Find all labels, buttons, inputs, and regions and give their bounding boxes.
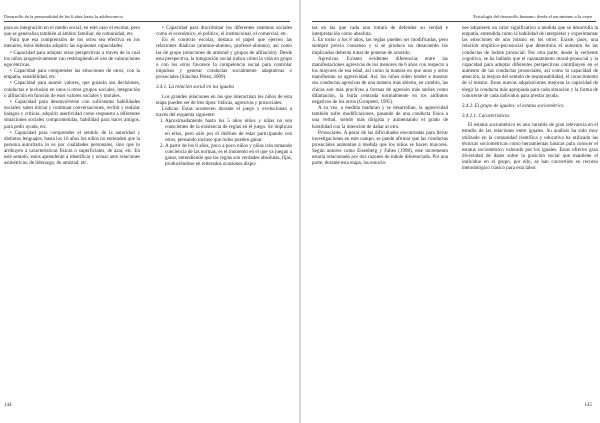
left-running-header: Desarrollo de la personalidad de los 6 años hasta la adolescencia [4,14,123,19]
paragraph: Prosociales. A pesar de las dificultades encontradas para llevar investigaciones en este campo, se puede afirmar que las conductas prosociales aumentan a medida que los niños se hacen mayores. Según autores como Eisenberg y Fabes (1998), este incremento estaría relacionado por dos razones de índole diferenciada. Por una parte, durante esta etapa, las emocio- [312,129,448,167]
paragraph: Lúdicas. Estas acontecen durante el juego y evolucionan a través del esquema siguiente: [156,105,292,119]
paragraph: • Capacidad para discriminar los diferentes sistemas sociales como el económico, el político, el institucional, el comercial, etc. [156,25,292,38]
paragraph: • Capacidad para comprender el sentido de la autoridad y distintos lenguajes: hasta los 10 años los niños no entienden que la persona autoritaria lo es por cualidades personales, sino que lo atribuyen a características físicas o superficiales, de azar, etc. En este sentido, estos aprenderán a identificar y actuar ante relaciones asimétricas, de liderazgo, de amistad, etc. [4,129,140,167]
paragraph: El estatus sociométrico es una variable de gran relevancia en el estudio de las relaciones entre iguales. Su análisis ha sido muy utilizado en la comunidad científica y educativa ha utilizado las técnicas sociométricas como herramientas básicas para conocer el estatus sociométrico valorado por los iguales. Estas ofrecen gran diversidad de datos sobre la posición social que mantiene el individuo en el grupo, por ello, se han convertido en recurso metodológico clásico para esta labor. [462,122,598,172]
book-gutter [299,0,301,423]
paragraph: para su integración en el medio social, en este caso el escolar, pero que se generaliza también al ámbito familiar, de comunidad, etc. [4,25,140,38]
right-subsection-heading: 3.4.2.1. Características [462,113,510,120]
right-page [302,0,600,423]
right-running-header: Psicología del desarrollo humano: desde el nacimiento a la vejez [473,14,592,19]
paragraph: Agresivas. Existen evidentes diferencias entre las manifestaciones agresivas de los menores de 6 años con respecto a los mayores de esa edad, así como la manera en que unos y otros manifiestan su agresividad. Así, los niños siden tender a mostrar sus conductas agresivas de una manera más abierta, en cambio, las chicas son más proclives a formas de agresión más sutiles como difamación, la burla centrada normalmente en los atributos negativos de los otros (Grotpeter, 1995). [312,55,448,105]
paragraph: • Capacidad para desenvolverse con suficientes habilidades sociales: saber iniciar y continuar conversaciones, recibir y realizar halagos y críticas, adquirir asertividad como respuesta a diferentes situaciones sociales comprometidas, habilidad para hacer amigos, para pedir ayuda, etc. [4,98,140,130]
paragraph: • Capacidad para adoptar otras perspectivas a través de la cual los niños progresivamente van restringiendo el uso de valoraciones egocéntricas. [4,49,140,68]
left-header-rule [4,21,290,22]
paragraph: • Capacidad para asumir valores, que guiarán sus decisiones, conductas e inclusión en unos u otros grupos sociales, integración o afiliación en función de esos valores sociales y morales. [4,80,140,99]
left-page [0,0,298,423]
paragraph: tas en las que cada uno tratará de defender su verdad e interpretación como absoluta. [312,25,448,38]
paragraph: nes adquieren un valor significativo a medida que se desarrolla la empatía, entendida como la habilidad de interpretar y experimentar las emociones de uno mismo en los otros. Existe, pues, una relación empírico-psicosocial que determina el aumento de las conductas de índole prosocial. Por otra parte, desde la vertiente cognitiva, se ha hallado que el razonamiento moral-prosocial y la capacidad para adoptar diferentes perspectivas contribuyen en el aumento de las conductas prosociales, así como la capacidad de atención, la mejora del sentido de responsabilidad, el conocimiento de sí mismo. Estas nuevas adquisiciones mejoran la capacidad de elegir la conducta más apropiada para cada situación y la forma de conocerse de cada individuo para prestar ayuda. [462,25,598,99]
list-item: 1. Aproximadamente hasta los 5 años niños y niñas no son conscientes de la existencia de reglas en el juego. Se implican en ellos, pero sólo por el disfrute de estar participando con otros, pensando incluso que todos pueden ganar. [165,118,292,143]
right-section-heading: 3.4.2. El grupo de iguales: el estatus sociométrico [462,102,564,109]
right-page-number: 145 [584,403,592,408]
left-column-1 [4,25,140,167]
right-column-2 [462,25,598,171]
paragraph: Para que esa comprensión de los otros sea efectiva en los menores, éstos deberán adquirir las siguientes capacidades: [4,37,140,50]
left-column-2 [156,25,292,167]
right-column-1 [312,25,448,167]
paragraph: 3. En torno a los 8 años, las reglas pueden ser modificadas, pero siempre previo consenso y si se produce un desacuerdo los implicados deberán tratar de ponerse de acuerdo. [312,37,448,56]
right-header-rule [312,21,596,22]
paragraph: • Capacidad para comprender las emociones de otros, con la empatía, sensibilidad, etc. [4,68,140,81]
paragraph: A su vez, a medida maduran y se desarrollan, la agresividad también sufre modificaciones, pasando de una conducta física a una verbal, siendo más dirigida y aumentando el grado de hostilidad con la intención de dañar al otro. [312,105,448,130]
left-section-heading: 3.4.1. La relación social en los iguales [156,84,235,91]
paragraph: En el contexto escolar, destaca el papel que ejercen las relaciones diádicas (alumno-alumno, profesor-alumno), así como las de grupo (relaciones de amistad y grupos de afiliación). Desde esta perspectiva, la integración social indica cómo la vida en grupo o con los otros favorece la competencia social para controlar impulsos y generar conductas socialmente adaptativas o prosociales (Sánchez Pérez, 2009). [156,37,292,81]
paragraph: Los grandes relaciones en las que interactúan los niños de esta etapa pueden ser de tres tipos: lúdicas, agresivas y prosociales. [156,93,292,106]
list-item: 2. A partir de los 6 años, poco a poco niños y niñas irán tomando conciencia de las normas, es el momento en el que ya juegan a ganar, entendiendo que las reglas son verdades absolutas, fijas, produciéndose en reiterados ocasiones dispu- [165,143,292,168]
left-page-number: 144 [4,403,12,408]
left-game-stages-list [156,118,292,167]
